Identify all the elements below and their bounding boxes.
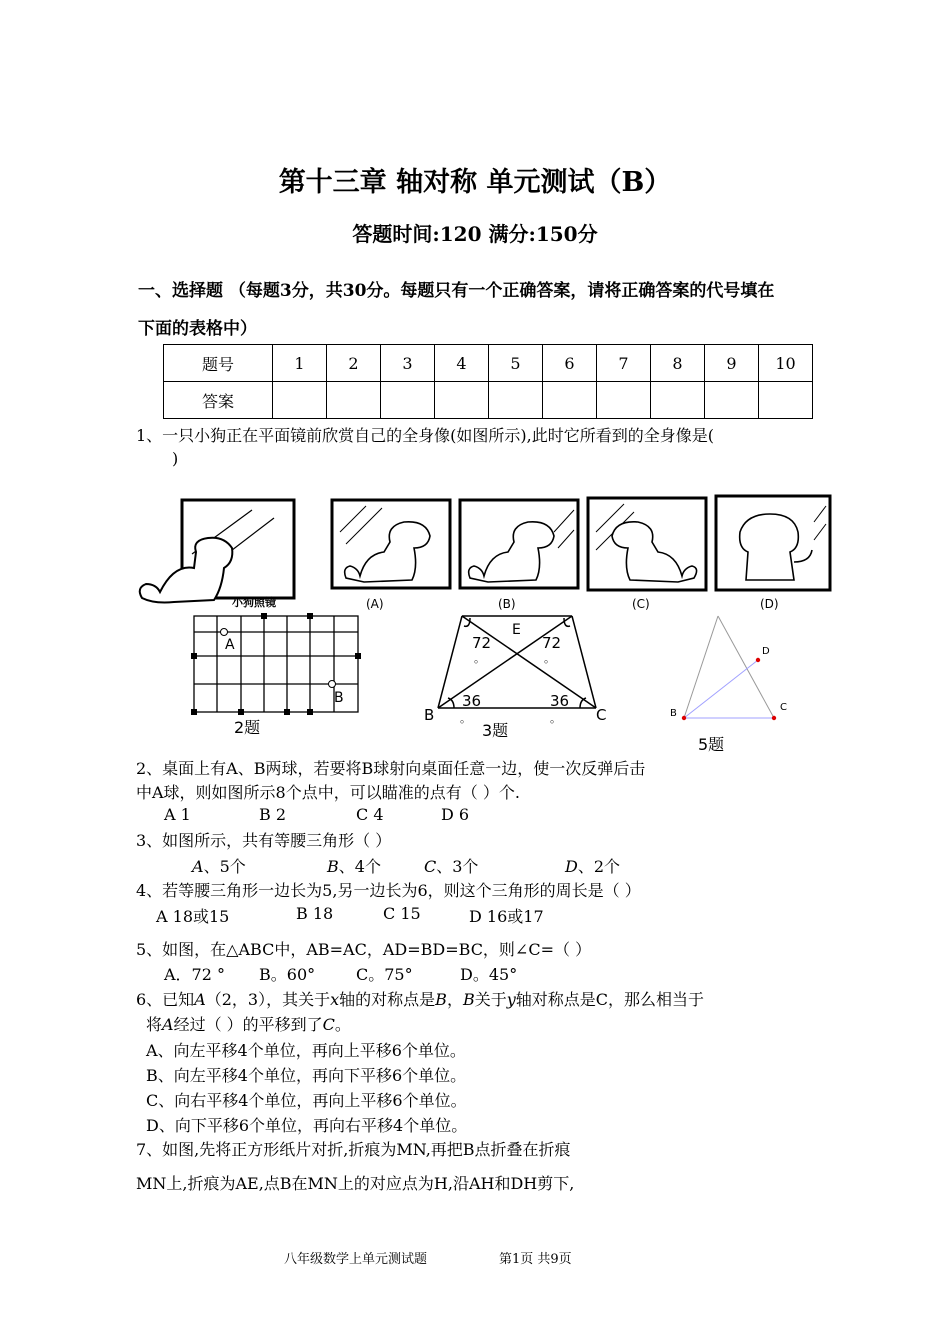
footer-title: 八年级数学上单元测试题 — [284, 1252, 428, 1267]
mirror-scene — [140, 500, 294, 609]
option-text: 、2个 — [577, 857, 621, 876]
question-3-option-a[interactable] — [192, 854, 246, 877]
question-6-option-c[interactable]: C、向右平移4个单位，再向上平移6个单位。 — [146, 1091, 467, 1110]
question-6-stem — [136, 987, 704, 1010]
question-number: 1 — [273, 345, 327, 382]
question-2-option-c[interactable]: C 4 — [356, 805, 384, 824]
answer-cell[interactable] — [543, 382, 597, 419]
y-axis: y — [506, 990, 516, 1009]
answer-table-answer-row — [164, 382, 813, 419]
vertex-d-label: D — [762, 646, 770, 657]
question-5-option-c[interactable]: C。75° — [356, 965, 413, 984]
option-c-label: (C) — [632, 597, 650, 611]
question-6-stem-cont — [146, 1012, 351, 1035]
option-a-label: (A) — [366, 597, 384, 611]
answer-cell[interactable] — [435, 382, 489, 419]
point-c: C — [322, 1015, 335, 1034]
question-5-option-b[interactable]: B。60° — [259, 965, 316, 984]
option-d-label: (D) — [760, 597, 779, 611]
point-a: A — [194, 990, 206, 1009]
answer-cell[interactable] — [327, 382, 381, 419]
option-letter: D — [565, 857, 578, 876]
question-number: 8 — [651, 345, 705, 382]
mirror-caption: 小狗照镜 — [232, 596, 276, 609]
question-4-option-c[interactable]: C 15 — [383, 904, 421, 923]
stem-text: 轴的对称点是 — [339, 990, 436, 1009]
answer-cell[interactable] — [705, 382, 759, 419]
question-3-option-b[interactable] — [327, 854, 381, 877]
angle-label-top-left: 72 — [472, 634, 492, 652]
question-4-option-a[interactable]: A 18或15 — [156, 907, 230, 926]
option-b-figure — [460, 500, 578, 611]
point-c-label: C — [596, 706, 607, 724]
ball-b — [329, 681, 336, 688]
triangle-abc-figure — [664, 608, 804, 758]
x-axis: x — [330, 990, 340, 1009]
section-heading: 一、选择题 （每题3分，共30分。每题只有一个正确答案，请将正确答案的代号填在 — [138, 281, 775, 301]
degree-mark: 。 — [544, 652, 555, 665]
option-text: 、5个 — [203, 857, 246, 876]
question-number: 3 — [381, 345, 435, 382]
question-number: 7 — [597, 345, 651, 382]
vertex-c-label: C — [780, 702, 787, 713]
degree-mark: 。 — [550, 712, 561, 725]
question-7-stem-cont: MN上,折痕为AE,点B在MN上的对应点为H,沿AH和DH剪下, — [136, 1174, 575, 1193]
point-b: B — [462, 990, 475, 1009]
question-7-stem: 7、如图,先将正方形纸片对折,折痕为MN,再把B点折叠在折痕 — [136, 1140, 571, 1159]
option-c-figure — [588, 498, 706, 611]
question-5-stem: 5、如图，在△ABC中，AB=AC，AD=BD=BC，则∠C=（ ） — [136, 940, 592, 959]
stem-text: 。 — [334, 1015, 351, 1034]
question-3-option-d[interactable] — [565, 854, 620, 877]
stem-text: （2，3），其关于 — [205, 990, 331, 1009]
option-text: 、3个 — [436, 857, 479, 876]
vertex-points — [682, 658, 776, 720]
option-letter: A — [192, 857, 204, 876]
question-6-option-b[interactable]: B、向左平移4个单位，再向下平移6个单位。 — [146, 1066, 467, 1085]
question-5-option-d[interactable]: D。45° — [460, 965, 518, 984]
question-number: 2 — [327, 345, 381, 382]
angle-label-bottom-right: 36 — [550, 692, 570, 710]
degree-mark: 。 — [474, 652, 485, 665]
answer-cell[interactable] — [489, 382, 543, 419]
isosceles-triangles-figure — [420, 612, 620, 742]
option-letter: B — [327, 857, 339, 876]
option-text: 、4个 — [338, 857, 381, 876]
angle-label-bottom-left: 36 — [462, 692, 482, 710]
stem-text: 轴对称点是C，那么相当于 — [515, 990, 705, 1009]
point-b: B — [435, 990, 447, 1009]
figure-3-caption: 3题 — [482, 721, 509, 740]
option-d-figure — [716, 496, 830, 611]
stem-text: ， — [446, 990, 463, 1009]
vertex-b-label: B — [670, 708, 677, 719]
answer-cell[interactable] — [381, 382, 435, 419]
question-6-option-a[interactable]: A、向左平移4个单位，再向上平移6个单位。 — [146, 1041, 466, 1060]
answer-cell[interactable] — [597, 382, 651, 419]
question-number: 4 — [435, 345, 489, 382]
answer-table — [163, 344, 813, 419]
degree-mark: 。 — [460, 712, 471, 725]
section-heading-cont: 下面的表格中） — [138, 319, 257, 339]
point-a: A — [162, 1015, 174, 1034]
ball-a — [221, 629, 228, 636]
stem-text: 将 — [146, 1015, 163, 1034]
ball-b-label: B — [334, 690, 344, 706]
stem-text: 6、已知 — [136, 990, 195, 1009]
question-1-stem: 1、一只小狗正在平面镜前欣赏自己的全身像(如图所示),此时它所看到的全身像是( — [136, 426, 714, 445]
triangle-abc-lines — [684, 616, 774, 718]
question-number: 10 — [759, 345, 813, 382]
point-b-label: B — [424, 706, 435, 724]
question-6-option-d[interactable]: D、向下平移6个单位，再向右平移4个单位。 — [146, 1116, 468, 1135]
question-4-option-d[interactable]: D 16或17 — [469, 907, 544, 926]
stem-text: 经过（ ）的平移到了 — [173, 1015, 323, 1034]
answer-table-row-label: 题号 — [164, 345, 273, 382]
question-5-option-a[interactable]: A．72 ° — [164, 965, 226, 984]
question-3-stem: 3、如图所示，共有等腰三角形（ ） — [136, 831, 392, 850]
page-number: 第1页 共9页 — [499, 1252, 572, 1267]
option-b-label: (B) — [498, 597, 516, 611]
answer-table-header-row — [164, 345, 813, 382]
question-2-option-b[interactable]: B 2 — [259, 805, 287, 824]
ball-a-label: A — [225, 637, 235, 653]
figure-5-caption: 5题 — [698, 735, 725, 754]
question-number: 5 — [489, 345, 543, 382]
billiard-grid-figure — [186, 612, 376, 742]
question-2-option-a[interactable]: A 1 — [164, 805, 191, 824]
exam-info: 答题时间:120 满分:150分 — [352, 222, 598, 246]
question-4-option-b[interactable]: B 18 — [296, 904, 334, 923]
page-title: 第十三章 轴对称 单元测试（B） — [278, 167, 672, 198]
answer-cell[interactable] — [759, 382, 813, 419]
option-letter: C — [424, 857, 437, 876]
question-2-stem: 2、桌面上有A、B两球，若要将B球射向桌面任意一边，使一次反弹后击 — [136, 759, 646, 778]
option-a-figure — [332, 500, 450, 611]
angle-label-top-right: 72 — [542, 634, 562, 652]
question-1-stem-cont: ) — [172, 449, 179, 468]
question-4-stem: 4、若等腰三角形一边长为5,另一边长为6，则这个三角形的周长是（ ） — [136, 881, 641, 900]
question-number: 9 — [705, 345, 759, 382]
answer-cell[interactable] — [273, 382, 327, 419]
question-number: 6 — [543, 345, 597, 382]
question-2-option-d[interactable]: D 6 — [441, 805, 470, 824]
point-e-label: E — [512, 622, 521, 638]
answer-cell[interactable] — [651, 382, 705, 419]
dog-mirror-figure — [134, 492, 834, 614]
answer-table-row-label: 答案 — [164, 382, 273, 419]
stem-text: 关于 — [474, 990, 507, 1009]
figure-2-caption: 2题 — [234, 718, 261, 737]
question-3-option-c[interactable] — [424, 854, 478, 877]
question-2-stem-cont: 中A球，则如图所示8个点中，可以瞄准的点有（ ）个. — [136, 783, 520, 802]
